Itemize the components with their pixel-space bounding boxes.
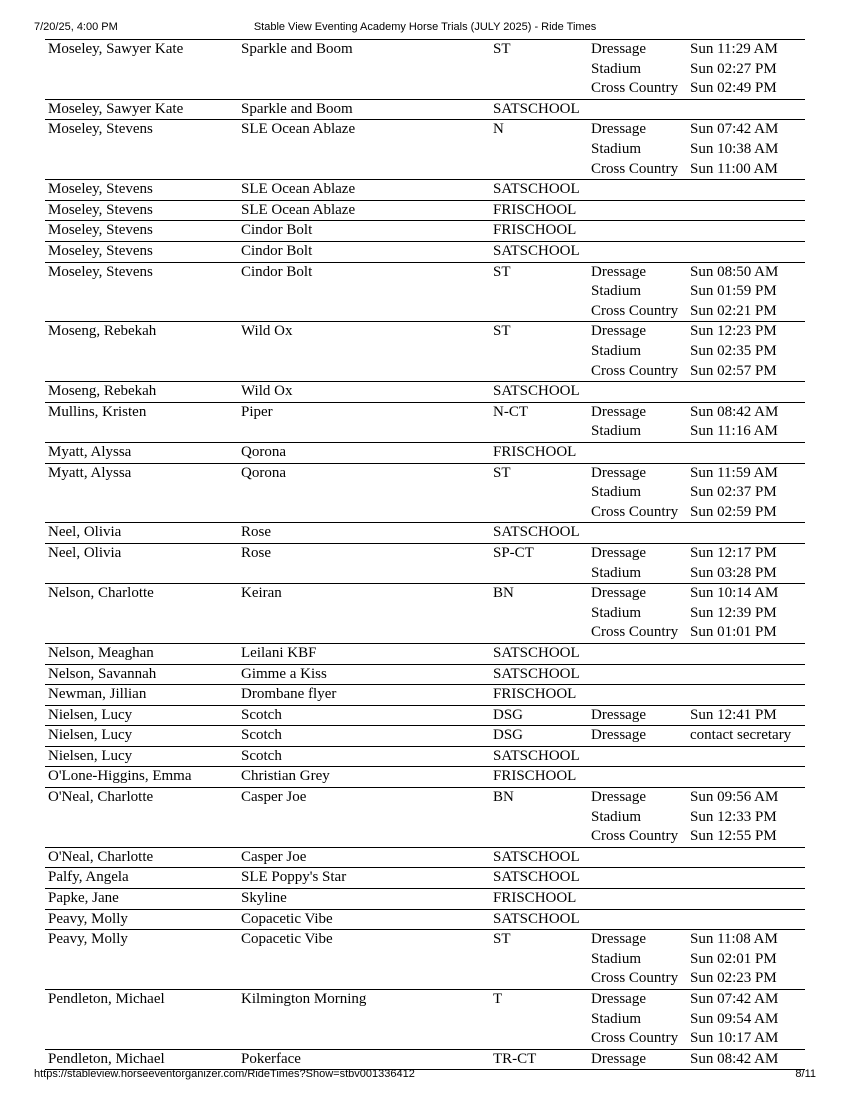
rider-name: Nelson, Charlotte xyxy=(48,585,154,602)
rider-name: Mullins, Kristen xyxy=(48,403,147,420)
division: DSG xyxy=(493,706,524,723)
horse-name: Scotch xyxy=(241,727,282,744)
ride-time: Sun 03:28 PM xyxy=(690,564,777,581)
ride-time: contact secretary xyxy=(690,727,792,744)
phase-name: Cross Country xyxy=(591,1030,679,1047)
schedule-line xyxy=(591,544,805,564)
rider-name: Moseley, Stevens xyxy=(48,121,153,138)
page-title: Stable View Eventing Academy Horse Trials (JULY 2025) - Ride Times xyxy=(253,21,597,33)
division: N-CT xyxy=(493,403,528,420)
table-row xyxy=(45,382,805,403)
table-row xyxy=(45,747,805,768)
rider-name: Moseley, Stevens xyxy=(48,222,153,239)
ride-time: Sun 02:37 PM xyxy=(690,484,777,501)
ride-time: Sun 02:57 PM xyxy=(690,362,777,379)
schedule-line xyxy=(591,788,805,808)
print-datetime: 7/20/25, 4:00 PM xyxy=(34,21,118,33)
schedule xyxy=(591,706,805,726)
schedule-line xyxy=(591,808,805,828)
ride-time: Sun 11:08 AM xyxy=(690,931,778,948)
ride-time: Sun 09:56 AM xyxy=(690,789,779,806)
division: FRISCHOOL xyxy=(493,686,577,703)
phase-name: Cross Country xyxy=(591,160,679,177)
ride-time: Sun 02:59 PM xyxy=(690,503,777,520)
horse-name: Rose xyxy=(241,544,271,561)
phase-name: Dressage xyxy=(591,991,646,1008)
division: SATSCHOOL xyxy=(493,910,580,927)
schedule-line xyxy=(591,322,805,342)
ride-time: Sun 02:01 PM xyxy=(690,950,777,967)
ride-time: Sun 10:17 AM xyxy=(690,1030,779,1047)
division: SATSCHOOL xyxy=(493,644,580,661)
rider-name: Moseley, Stevens xyxy=(48,263,153,280)
schedule-line xyxy=(591,140,805,160)
horse-name: Gimme a Kiss xyxy=(241,665,327,682)
phase-name: Stadium xyxy=(591,342,642,359)
rider-name: Peavy, Molly xyxy=(48,931,128,948)
table-row xyxy=(45,685,805,706)
phase-name: Cross Country xyxy=(591,970,679,987)
schedule-line xyxy=(591,1050,805,1070)
phase-name: Stadium xyxy=(591,140,642,157)
schedule-line xyxy=(591,362,805,382)
division: DSG xyxy=(493,727,524,744)
ride-time: Sun 09:54 AM xyxy=(690,1010,779,1027)
phase-name: Dressage xyxy=(591,544,646,561)
rider-name: Nelson, Savannah xyxy=(48,665,157,682)
ride-time: Sun 02:21 PM xyxy=(690,302,777,319)
ride-time: Sun 07:42 AM xyxy=(690,991,779,1008)
division: SATSCHOOL xyxy=(493,383,580,400)
rider-name: Moseng, Rebekah xyxy=(48,383,157,400)
table-row xyxy=(45,665,805,686)
table-row xyxy=(45,40,805,100)
table-row xyxy=(45,706,805,727)
phase-name: Dressage xyxy=(591,706,646,723)
division: SATSCHOOL xyxy=(493,242,580,259)
schedule-line xyxy=(591,342,805,362)
phase-name: Dressage xyxy=(591,789,646,806)
horse-name: Keiran xyxy=(241,585,282,602)
schedule-line xyxy=(591,263,805,283)
rider-name: Nielsen, Lucy xyxy=(48,727,133,744)
horse-name: Leilani KBF xyxy=(241,644,317,661)
rider-name: Myatt, Alyssa xyxy=(48,464,132,481)
phase-name: Stadium xyxy=(591,423,642,440)
table-row xyxy=(45,868,805,889)
schedule-line xyxy=(591,969,805,989)
page-url[interactable]: https://stableview.horseeventorganizer.com/RideTimes?Show=stbv001336412 xyxy=(34,1068,415,1080)
division: TR-CT xyxy=(493,1050,537,1067)
rider-name: Peavy, Molly xyxy=(48,910,128,927)
horse-name: Scotch xyxy=(241,706,282,723)
table-row xyxy=(45,201,805,222)
schedule-line xyxy=(591,604,805,624)
table-row xyxy=(45,788,805,848)
schedule-line xyxy=(591,40,805,60)
phase-name: Cross Country xyxy=(591,828,679,845)
rider-name: Moseley, Sawyer Kate xyxy=(48,41,184,57)
phase-name: Dressage xyxy=(591,727,646,744)
ride-time: Sun 12:33 PM xyxy=(690,808,777,825)
schedule-line xyxy=(591,60,805,80)
table-row xyxy=(45,544,805,584)
horse-name: Rose xyxy=(241,524,271,541)
rider-name: Myatt, Alyssa xyxy=(48,443,132,460)
schedule-line xyxy=(591,990,805,1010)
table-row xyxy=(45,221,805,242)
table-row xyxy=(45,767,805,788)
division: SATSCHOOL xyxy=(493,665,580,682)
schedule-line xyxy=(591,302,805,322)
schedule xyxy=(591,930,805,989)
ride-time: Sun 11:00 AM xyxy=(690,160,778,177)
phase-name: Cross Country xyxy=(591,624,679,641)
division: FRISCHOOL xyxy=(493,201,577,218)
ride-time: Sun 08:42 AM xyxy=(690,403,779,420)
schedule-line xyxy=(591,827,805,847)
table-row xyxy=(45,889,805,910)
schedule xyxy=(591,1050,805,1070)
rider-name: Nielsen, Lucy xyxy=(48,747,133,764)
phase-name: Stadium xyxy=(591,1010,642,1027)
division: SATSCHOOL xyxy=(493,848,580,865)
phase-name: Stadium xyxy=(591,564,642,581)
schedule xyxy=(591,788,805,847)
division: BN xyxy=(493,585,514,602)
schedule-line xyxy=(591,950,805,970)
division: SATSCHOOL xyxy=(493,100,580,117)
phase-name: Dressage xyxy=(591,323,646,340)
table-row xyxy=(45,403,805,443)
horse-name: Qorona xyxy=(241,464,286,481)
division: ST xyxy=(493,41,511,57)
division: ST xyxy=(493,263,511,280)
rider-name: Newman, Jillian xyxy=(48,686,147,703)
schedule xyxy=(591,544,805,583)
ride-time: Sun 11:29 AM xyxy=(690,41,778,57)
ride-time: Sun 12:23 PM xyxy=(690,323,777,340)
phase-name: Dressage xyxy=(591,464,646,481)
division: FRISCHOOL xyxy=(493,890,577,907)
horse-name: Sparkle and Boom xyxy=(241,100,353,117)
schedule-line xyxy=(591,726,805,746)
horse-name: Pokerface xyxy=(241,1050,301,1067)
phase-name: Dressage xyxy=(591,263,646,280)
horse-name: Drombane flyer xyxy=(241,686,337,703)
horse-name: SLE Ocean Ablaze xyxy=(241,121,356,138)
schedule-line xyxy=(591,483,805,503)
ride-time: Sun 11:16 AM xyxy=(690,423,778,440)
phase-name: Dressage xyxy=(591,585,646,602)
division: SATSCHOOL xyxy=(493,181,580,198)
schedule-line xyxy=(591,79,805,99)
horse-name: SLE Ocean Ablaze xyxy=(241,201,356,218)
ride-time: Sun 08:50 AM xyxy=(690,263,779,280)
schedule-line xyxy=(591,1010,805,1030)
division: N xyxy=(493,121,504,138)
table-row xyxy=(45,242,805,263)
table-row xyxy=(45,644,805,665)
table-row xyxy=(45,100,805,121)
division: SATSCHOOL xyxy=(493,524,580,541)
table-row xyxy=(45,464,805,524)
rider-name: Moseng, Rebekah xyxy=(48,323,157,340)
schedule-line xyxy=(591,464,805,484)
division: SP-CT xyxy=(493,544,534,561)
ride-time: Sun 07:42 AM xyxy=(690,121,779,138)
rider-name: Moseley, Stevens xyxy=(48,201,153,218)
schedule-line xyxy=(591,282,805,302)
division: BN xyxy=(493,789,514,806)
table-row xyxy=(45,263,805,323)
horse-name: Casper Joe xyxy=(241,848,307,865)
schedule-line xyxy=(591,403,805,423)
schedule xyxy=(591,464,805,523)
rider-name: Nielsen, Lucy xyxy=(48,706,133,723)
rider-name: Pendleton, Michael xyxy=(48,1050,165,1067)
phase-name: Stadium xyxy=(591,604,642,621)
horse-name: Wild Ox xyxy=(241,323,293,340)
horse-name: Skyline xyxy=(241,890,287,907)
table-row xyxy=(45,443,805,464)
table-row xyxy=(45,322,805,382)
horse-name: Cindor Bolt xyxy=(241,263,313,280)
ride-time: Sun 12:39 PM xyxy=(690,604,777,621)
division: FRISCHOOL xyxy=(493,443,577,460)
division: ST xyxy=(493,464,511,481)
ride-time: Sun 12:17 PM xyxy=(690,544,777,561)
schedule-line xyxy=(591,623,805,643)
schedule-line xyxy=(591,422,805,442)
horse-name: Kilmington Morning xyxy=(241,991,367,1008)
schedule-line xyxy=(591,1029,805,1049)
schedule-line xyxy=(591,584,805,604)
phase-name: Cross Country xyxy=(591,302,679,319)
rider-name: Moseley, Stevens xyxy=(48,181,153,198)
rider-name: Pendleton, Michael xyxy=(48,991,165,1008)
phase-name: Stadium xyxy=(591,950,642,967)
horse-name: SLE Ocean Ablaze xyxy=(241,181,356,198)
ride-time: Sun 10:14 AM xyxy=(690,585,779,602)
division: T xyxy=(493,991,503,1008)
table-row xyxy=(45,910,805,931)
ride-time: Sun 10:38 AM xyxy=(690,140,779,157)
table-row xyxy=(45,180,805,201)
table-row xyxy=(45,120,805,180)
horse-name: Casper Joe xyxy=(241,789,307,806)
phase-name: Cross Country xyxy=(591,503,679,520)
rider-name: Papke, Jane xyxy=(48,890,119,907)
ride-time: Sun 11:59 AM xyxy=(690,464,778,481)
horse-name: SLE Poppy's Star xyxy=(241,869,347,886)
ride-time: Sun 12:55 PM xyxy=(690,828,777,845)
ride-time: Sun 08:42 AM xyxy=(690,1050,779,1067)
phase-name: Stadium xyxy=(591,484,642,501)
schedule-line xyxy=(591,564,805,584)
division: SATSCHOOL xyxy=(493,747,580,764)
horse-name: Piper xyxy=(241,403,273,420)
rider-name: Neel, Olivia xyxy=(48,524,122,541)
horse-name: Scotch xyxy=(241,747,282,764)
page-number: 8/11 xyxy=(795,1068,816,1080)
rider-name: Moseley, Stevens xyxy=(48,242,153,259)
schedule xyxy=(591,263,805,322)
phase-name: Dressage xyxy=(591,403,646,420)
table-row xyxy=(45,990,805,1050)
schedule xyxy=(591,584,805,643)
table-row xyxy=(45,726,805,747)
division: FRISCHOOL xyxy=(493,768,577,785)
phase-name: Stadium xyxy=(591,60,642,77)
phase-name: Dressage xyxy=(591,931,646,948)
division: ST xyxy=(493,323,511,340)
schedule-line xyxy=(591,503,805,523)
schedule xyxy=(591,403,805,442)
division: ST xyxy=(493,931,511,948)
schedule-line xyxy=(591,930,805,950)
phase-name: Dressage xyxy=(591,121,646,138)
horse-name: Cindor Bolt xyxy=(241,222,313,239)
ride-time: Sun 02:23 PM xyxy=(690,970,777,987)
horse-name: Cindor Bolt xyxy=(241,242,313,259)
rider-name: O'Neal, Charlotte xyxy=(48,848,154,865)
ride-time: Sun 02:35 PM xyxy=(690,342,777,359)
table-row xyxy=(45,584,805,644)
division: FRISCHOOL xyxy=(493,222,577,239)
rider-name: O'Lone-Higgins, Emma xyxy=(48,768,192,785)
horse-name: Christian Grey xyxy=(241,768,330,785)
phase-name: Dressage xyxy=(591,1050,646,1067)
schedule xyxy=(591,726,805,746)
ride-time: Sun 01:59 PM xyxy=(690,283,777,300)
ride-time: Sun 02:49 PM xyxy=(690,80,777,97)
table-row xyxy=(45,523,805,544)
phase-name: Cross Country xyxy=(591,362,679,379)
schedule-line xyxy=(591,160,805,180)
horse-name: Copacetic Vibe xyxy=(241,910,333,927)
schedule-line xyxy=(591,120,805,140)
schedule xyxy=(591,40,805,99)
phase-name: Stadium xyxy=(591,808,642,825)
ride-time: Sun 02:27 PM xyxy=(690,60,777,77)
rider-name: Nelson, Meaghan xyxy=(48,644,154,661)
schedule xyxy=(591,990,805,1049)
ride-time: Sun 12:41 PM xyxy=(690,706,777,723)
ride-times-table xyxy=(45,39,805,1070)
horse-name: Qorona xyxy=(241,443,286,460)
horse-name: Wild Ox xyxy=(241,383,293,400)
horse-name: Sparkle and Boom xyxy=(241,41,353,57)
phase-name: Dressage xyxy=(591,41,646,57)
phase-name: Cross Country xyxy=(591,80,679,97)
phase-name: Stadium xyxy=(591,283,642,300)
ride-time: Sun 01:01 PM xyxy=(690,624,777,641)
rider-name: O'Neal, Charlotte xyxy=(48,789,154,806)
rider-name: Palfy, Angela xyxy=(48,869,129,886)
rider-name: Neel, Olivia xyxy=(48,544,122,561)
schedule xyxy=(591,120,805,179)
table-row xyxy=(45,930,805,990)
division: SATSCHOOL xyxy=(493,869,580,886)
schedule xyxy=(591,322,805,381)
schedule-line xyxy=(591,706,805,726)
table-row xyxy=(45,848,805,869)
horse-name: Copacetic Vibe xyxy=(241,931,333,948)
rider-name: Moseley, Sawyer Kate xyxy=(48,100,184,117)
